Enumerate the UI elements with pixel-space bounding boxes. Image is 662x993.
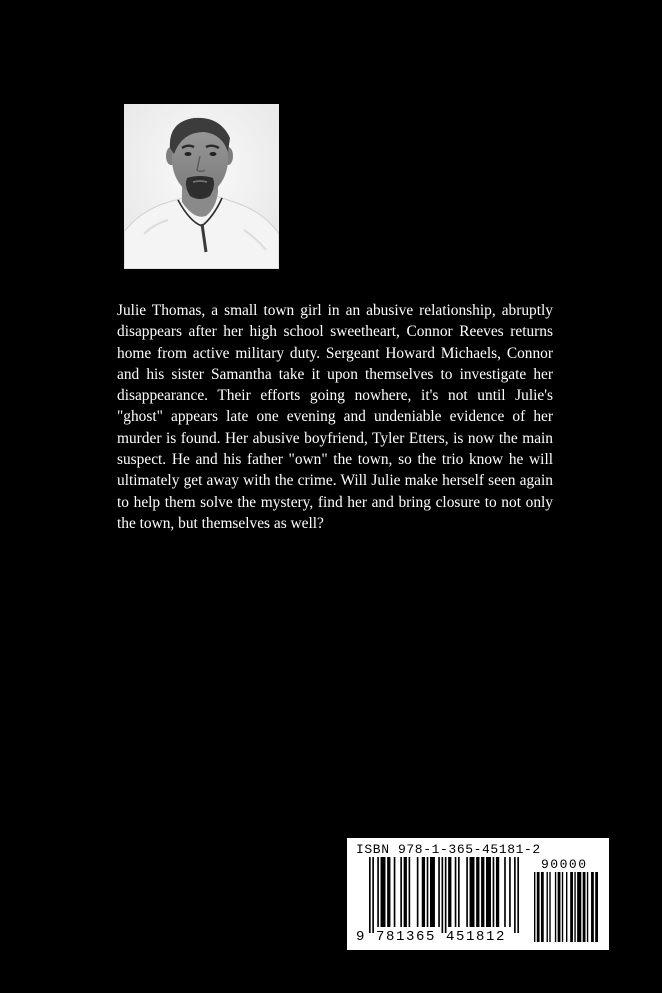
price-code: 90000 xyxy=(541,857,588,872)
ean-barcode-bars xyxy=(369,857,519,933)
author-portrait-icon xyxy=(124,104,279,269)
isbn-label: ISBN 978-1-365-45181-2 xyxy=(356,842,541,857)
book-blurb: Julie Thomas, a small town girl in an abusive relationship, abruptly disappears after her high school sweetheart, Connor Reeves returns home from active military duty. Sergeant Howard Michaels, Connor and his sister Samantha take it upon themselves to investigate her disappearance. Their efforts going nowhere, it's not until Julie's "ghost" appears late one evening and undeniable evidence of her murder is found. Her abusive boyfriend, Tyler Etters, is now the main suspect. He and his father "own" the town, so the trio know he will ultimately get away with the crime. Will Julie make herself seen again to help them solve the mystery, find her and bring closure to not only the town, but themselves as well? xyxy=(117,302,553,532)
author-photo xyxy=(124,104,279,269)
addon-barcode-bars xyxy=(534,872,598,942)
ean-digits: 9 781365 451812 xyxy=(356,929,507,945)
isbn-barcode xyxy=(347,838,609,950)
